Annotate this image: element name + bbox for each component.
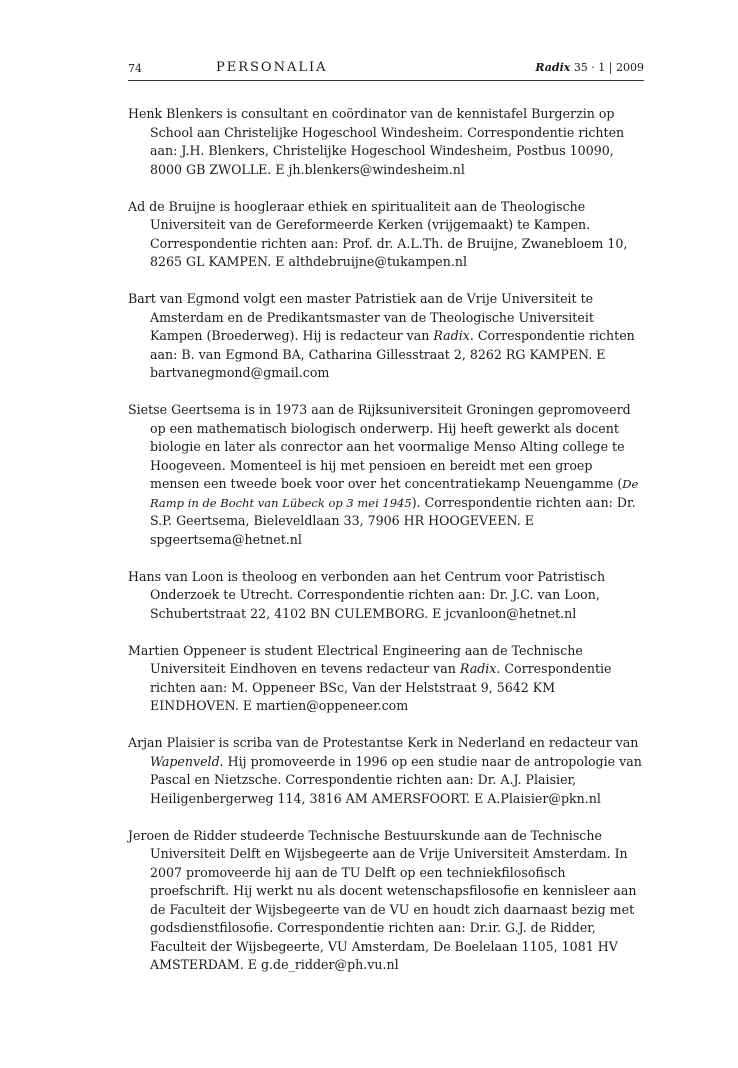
entry-sietse-geertsema: [128, 401, 644, 549]
entry-name: Jeroen de Ridder: [128, 827, 237, 843]
journal-name: Radix: [535, 61, 571, 74]
entry-name: Ad de Bruijne: [128, 198, 216, 214]
entry-arjan-plaisier: [128, 734, 644, 808]
running-header: [128, 58, 644, 81]
entry-text: is consultant en coördinator van de kennistafel Burgerzin op School aan Christelijke Hogeschool Windesheim. Correspondentie richten aan: J.H. Blenkers, Christelijke Hogeschool Windesheim, Postbus 10090, 8000 GB ZWOLLE. E jh.blenkers@windesheim.nl: [150, 106, 625, 177]
section-title: PERSONALIA: [216, 60, 328, 75]
entry-hans-van-loon: [128, 568, 644, 624]
entry-name: Hans van Loon: [128, 568, 224, 584]
entry-text: is student Electrical Engineering aan de Technische Universiteit Eindhoven en tevens redacteur van: [150, 642, 583, 676]
journal-title-italic: Wapenveld: [150, 753, 220, 769]
journal-title-italic: Radix: [459, 661, 497, 676]
journal-issue: 35 · 1 | 2009: [573, 61, 644, 74]
entry-text: is hoogleraar ethiek en spiritualiteit aan de Theologische Universiteit van de Gereformeerde Kerken (vrijgemaakt) te Kampen. Correspondentie richten aan: Prof. dr. A.L.Th. de Bruijne, Zwanebloem 10, 8265 GL KAMPEN. E althdebruijne@tukampen.nl: [150, 198, 628, 269]
entry-jeroen-de-ridder: [128, 827, 644, 975]
book-title-italic: De Ramp in de Bocht van Lübeck op 3 mei 1945: [150, 477, 639, 510]
entry-text: studeerde Technische Bestuurskunde aan de Technische Universiteit Delft en Wijsbegeerte aan de Vrije Universiteit Amsterdam. In 2007 promoveerde hij aan de TU Delft op een techniekfilosofisch proefschrift. Hij werkt nu als docent wetenschapsfilosofie en kennisleer aan de Faculteit der Wijsbegeerte van de VU en houdt zich daarnaast bezig met godsdienstfilosofie. Correspondentie richten aan: Dr.ir. G.J. de Ridder, Faculteit der Wijsbegeerte, VU Amsterdam, De Boelelaan 1105, 1081 HV AMSTERDAM. E g.de_ridder@ph.vu.nl: [150, 827, 637, 972]
entry-text-continued: . Correspondentie richten aan: M. Oppeneer BSc, Van der Helststraat 9, 5642 KM EINDHOVEN. E martien@oppeneer.com: [150, 661, 612, 713]
page-number: 74: [128, 62, 142, 75]
entry-name: Henk Blenkers: [128, 106, 223, 121]
entry-text: volgt een master Patristiek aan de Vrije Universiteit te Amsterdam en de Predikantsmaster van de Theologische Universiteit Kampen (Broederweg). Hij is redacteur van: [150, 291, 594, 343]
entry-bart-van-egmond: [128, 290, 644, 383]
entry-name: Sietse Geertsema: [128, 402, 241, 417]
entry-henk-blenkers: [128, 105, 644, 179]
entry-martien-oppeneer: [128, 642, 644, 716]
personalia-list: [128, 105, 644, 993]
entry-text: is scriba van de Protestantse Kerk in Nederland en redacteur van: [214, 735, 639, 750]
entry-text: is in 1973 aan de Rijksuniversiteit Groningen gepromoveerd op een mathematisch biologisch onderwerp. Hij heeft gewerkt als docent biologie en later als conrector aan het voormalige Menso Alting college te Hoogeveen. Momenteel is hij met pensioen en bereidt met een groep mensen een tweede boek voor over het concentratiekamp Neuengamme (: [150, 402, 631, 491]
entry-name: Bart van Egmond: [128, 291, 240, 306]
entry-text: is theoloog en verbonden aan het Centrum voor Patristisch Onderzoek te Utrecht. Correspondentie richten aan: Dr. J.C. van Loon, Schubertstraat 22, 4102 BN CULEMBORG. E jcvanloon@hetnet.nl: [150, 568, 606, 621]
entry-name: Arjan Plaisier: [128, 735, 215, 750]
entry-name: Martien Oppeneer: [128, 642, 247, 658]
journal-title-italic: Radix: [433, 328, 470, 343]
entry-ad-de-bruijne: [128, 198, 644, 272]
entry-text-continued: ). Correspondentie richten aan: Dr. S.P. Geertsema, Bieleveldlaan 33, 7906 HR HOOGEVEEN. E spgeertsema@hetnet.nl: [150, 494, 636, 547]
entry-text-continued: . Correspondentie richten aan: B. van Egmond BA, Catharina Gillesstraat 2, 8262 RG KAMPEN. E bartvanegmond@gmail.com: [150, 328, 635, 380]
journal-reference: [535, 61, 644, 74]
entry-text-continued: . Hij promoveerde in 1996 op een studie naar de antropologie van Pascal en Nietzsche. Correspondentie richten aan: Dr. A.J. Plaisier, Heiligenbergerweg 114, 3816 AM AMERSFOORT. E A.Plaisier@pkn.nl: [150, 753, 642, 806]
